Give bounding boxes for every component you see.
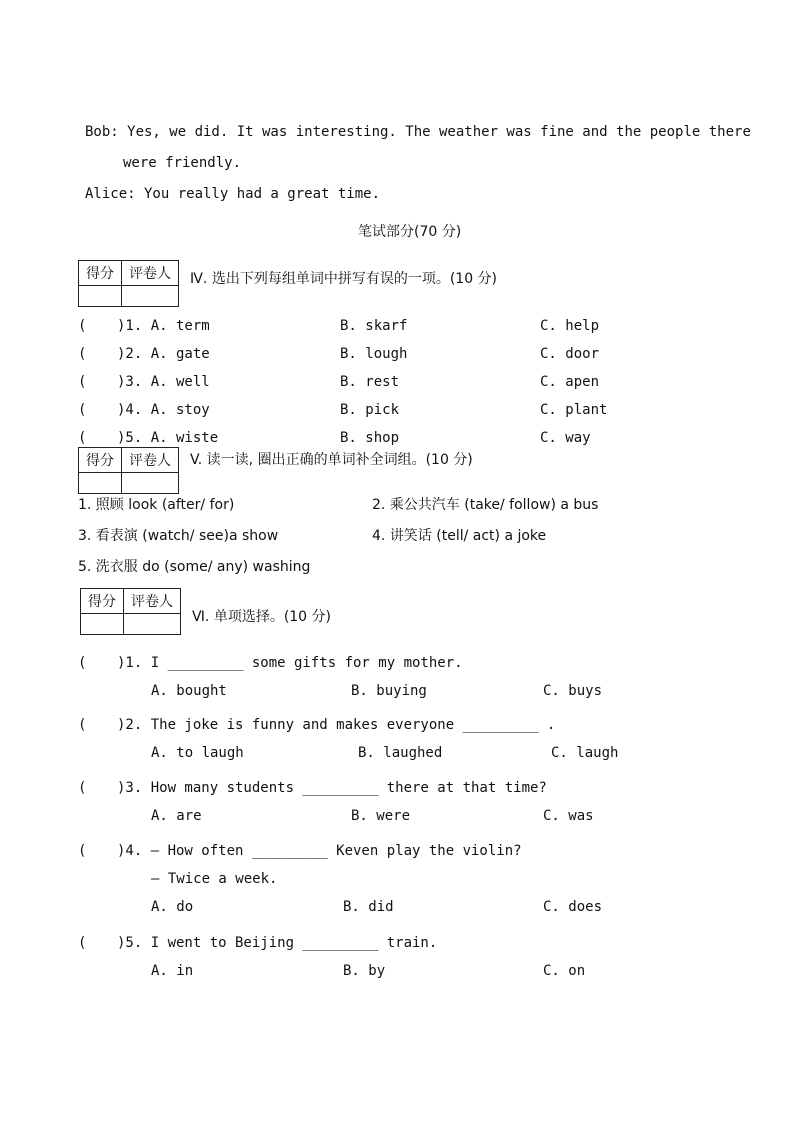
written-part-title: 笔试部分(70 分) xyxy=(358,224,462,240)
grader-label: 评卷人 xyxy=(122,448,179,473)
score-label: 得分 xyxy=(79,448,122,473)
section4-item-4: )4. A. stoy xyxy=(117,402,210,418)
dialogue-bob-line-cont: were friendly. xyxy=(123,155,242,171)
section4-item-2-c: C. door xyxy=(540,346,600,362)
score-cell[interactable] xyxy=(81,614,124,635)
score-box-section5 xyxy=(78,447,179,494)
section4-item-2: )2. A. gate xyxy=(117,346,210,362)
section5-item-3: 3. 看表演 (watch/ see)a show xyxy=(78,528,279,544)
answer-paren[interactable]: ( xyxy=(78,780,87,796)
score-box-section4 xyxy=(78,260,179,307)
section6-title: Ⅵ. 单项选择。(10 分) xyxy=(192,609,332,625)
score-cell[interactable] xyxy=(79,286,122,307)
section4-item-5: )5. A. wiste xyxy=(117,430,219,446)
question-4-option-b: B. did xyxy=(343,899,394,915)
answer-paren[interactable]: ( xyxy=(78,402,87,418)
answer-paren[interactable]: ( xyxy=(78,717,87,733)
score-cell[interactable] xyxy=(79,473,122,494)
section5-title: V. 读一读, 圈出正确的单词补全词组。(10 分) xyxy=(190,452,473,468)
section4-item-3-c: C. apen xyxy=(540,374,600,390)
question-5-option-a: A. in xyxy=(151,963,194,979)
question-3-option-c: C. was xyxy=(543,808,594,824)
section4-item-5-b: B. shop xyxy=(340,430,400,446)
answer-paren[interactable]: ( xyxy=(78,935,87,951)
section4-item-4-b: B. pick xyxy=(340,402,400,418)
section5-item-5: 5. 洗衣服 do (some/ any) washing xyxy=(78,559,311,575)
section5-item-2: 2. 乘公共汽车 (take/ follow) a bus xyxy=(372,497,599,513)
question-1-option-a: A. bought xyxy=(151,683,227,699)
section4-item-1: )1. A. term xyxy=(117,318,210,334)
answer-paren[interactable]: ( xyxy=(78,655,87,671)
section4-item-4-c: C. plant xyxy=(540,402,608,418)
dialogue-alice-line: Alice: You really had a great time. xyxy=(85,186,381,202)
section4-item-1-c: C. help xyxy=(540,318,600,334)
question-2-stem: )2. The joke is funny and makes everyone _________ . xyxy=(117,717,556,733)
score-label: 得分 xyxy=(81,589,124,614)
grader-cell[interactable] xyxy=(122,286,179,307)
answer-paren[interactable]: ( xyxy=(78,346,87,362)
score-box-section6 xyxy=(80,588,181,635)
section4-item-3-b: B. rest xyxy=(340,374,400,390)
question-5-option-c: C. on xyxy=(543,963,586,979)
answer-paren[interactable]: ( xyxy=(78,843,87,859)
grader-cell[interactable] xyxy=(124,614,181,635)
question-4-option-c: C. does xyxy=(543,899,603,915)
answer-paren[interactable]: ( xyxy=(78,318,87,334)
question-5-stem: )5. I went to Beijing _________ train. xyxy=(117,935,438,951)
grader-cell[interactable] xyxy=(122,473,179,494)
question-5-option-b: B. by xyxy=(343,963,386,979)
answer-paren[interactable]: ( xyxy=(78,430,87,446)
grader-label: 评卷人 xyxy=(122,261,179,286)
dialogue-bob-line: Bob: Yes, we did. It was interesting. The weather was fine and the people there xyxy=(85,124,751,140)
question-2-option-b: B. laughed xyxy=(358,745,443,761)
grader-label: 评卷人 xyxy=(124,589,181,614)
question-4-option-a: A. do xyxy=(151,899,194,915)
section4-item-3: )3. A. well xyxy=(117,374,210,390)
question-2-option-a: A. to laugh xyxy=(151,745,244,761)
section4-item-2-b: B. lough xyxy=(340,346,408,362)
question-3-stem: )3. How many students _________ there at that time? xyxy=(117,780,547,796)
question-4-answer-line: — Twice a week. xyxy=(151,871,278,887)
question-1-stem: )1. I _________ some gifts for my mother. xyxy=(117,655,463,671)
question-3-option-b: B. were xyxy=(351,808,411,824)
answer-paren[interactable]: ( xyxy=(78,374,87,390)
question-1-option-b: B. buying xyxy=(351,683,427,699)
question-2-option-c: C. laugh xyxy=(551,745,619,761)
section4-item-1-b: B. skarf xyxy=(340,318,408,334)
section5-item-1: 1. 照顾 look (after/ for) xyxy=(78,497,235,513)
question-4-stem: )4. — How often _________ Keven play the violin? xyxy=(117,843,522,859)
question-1-option-c: C. buys xyxy=(543,683,603,699)
section4-title: Ⅳ. 选出下列每组单词中拼写有误的一项。(10 分) xyxy=(190,271,498,287)
section4-item-5-c: C. way xyxy=(540,430,591,446)
question-3-option-a: A. are xyxy=(151,808,202,824)
section5-item-4: 4. 讲笑话 (tell/ act) a joke xyxy=(372,528,547,544)
score-label: 得分 xyxy=(79,261,122,286)
